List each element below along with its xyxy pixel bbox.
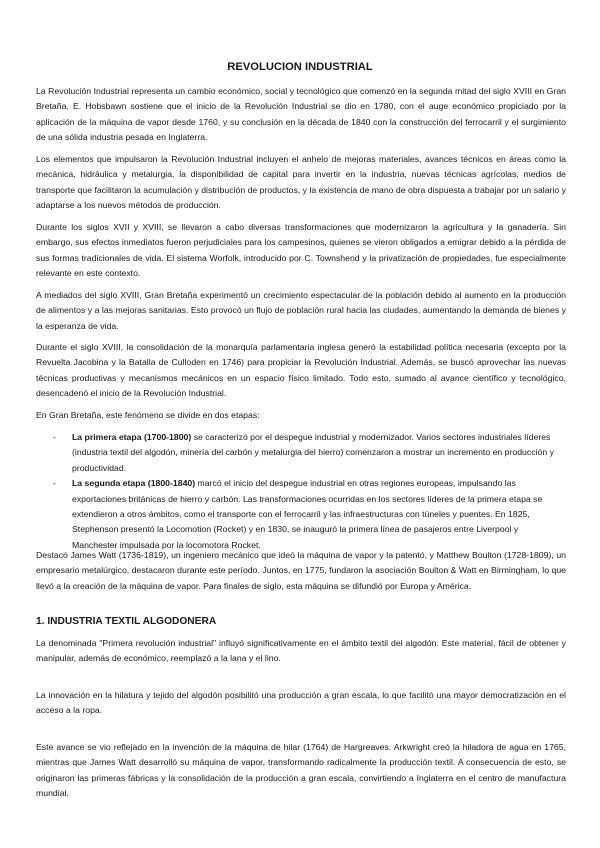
stages-list: [36, 430, 566, 553]
intro-paragraph-2: Los elementos que impulsaron la Revolución Industrial incluyen el anhelo de mejoras materiales, avances técnicos en áreas como la mecánica, hidráulica y metalurgia, la disponibilidad de capital para invertir en la industria, nuevas técnicas agrícolas, medios de transporte que facilitaron la acumulación y distribución de productos, y la existencia de mano de obra dispuesta a trabajar por un salario y adaptarse a los nuevos métodos de producción.: [36, 154, 566, 211]
intro-paragraph-1: La Revolución Industrial representa un cambio económico, social y tecnológico que comenzó en la segunda mitad del siglo XVIII en Gran Bretaña. E. Hobsbawn sostiene que el inicio de la Revolución Industrial se dio en 1780, con el auge económico propiciado por la aplicación de la máquina de vapor desde 1760, y su conclusión en la década de 1840 con la construcción del ferrocarril y el surgimiento de una sólida industria pesada en Inglaterra.: [36, 86, 566, 143]
section-paragraph-2: La innovación en la hilatura y tejido del algodón posibilitó una producción a gran escala, lo que facilitó una mayor democratización en el acceso a la ropa.: [36, 690, 566, 716]
intro-paragraph-5: Durante el siglo XVIII, la consolidación de la monarquía parlamentaria inglesa generó la estabilidad política necesaria (excepto por la Revuelta Jacobina y la Batalla de Culloden en 1746) para propiciar la Revolución Industrial. Además, se buscó aprovechar las nuevas técnicas productivas y mecanismos mecánicos en un espacio físico limitado. Todo esto, sumado al avance científico y tecnológico, desencadenó el inicio de la Revolución Industrial.: [36, 342, 566, 399]
section-paragraph-3: Este avance se vio reflejado en la invención de la máquina de hilar (1764) de Hargreaves. Arkwright creó la hiladora de agua en 1765, mientras que James Watt desarrolló su máquina de vapor, transformando radicalmente la producción textil. A consecuencia de esto, se originaron las primeras fábricas y la consolidación de la producción a gran escala, convirtiendo a Inglaterra en el centro de manufactura mundial.: [36, 742, 566, 799]
intro-paragraph-4: A mediados del siglo XVIII, Gran Bretaña experimentó un crecimiento espectacular de la población debido al aumento en la producción de alimentos y a las mejoras sanitarias. Esto provocó un flujo de población rural hacia las ciudades, aumentando la demanda de bienes y la esperanza de vida.: [36, 290, 566, 331]
section-paragraph-1: La denominada "Primera revolución industrial" influyó significativamente en el ámbito textil del algodón. Este material, fácil de obtener y manipular, además de económico, reemplazó a la lana y el lino.: [36, 638, 566, 664]
stage-label: La segunda etapa (1800-1840): [72, 478, 196, 489]
stage-label: La primera etapa (1700-1800): [72, 432, 192, 442]
intro-paragraph-3: Durante los siglos XVII y XVIII, se llevaron a cabo diversas transformaciones que modernizaron la agricultura y la ganadería. Sin embargo, sus efectos inmediatos fueron perjudiciales para los campesinos, quienes se vieron obligados a emigrar debido a la pérdida de sus formas tradicionales de vida. El sistema Worfolk, introducido por C. Townshend y la privatización de propiedades, fue especialmente relevante en este contexto.: [36, 222, 566, 279]
list-dash: -: [53, 432, 56, 442]
list-dash: -: [53, 478, 56, 489]
document-title: REVOLUCION INDUSTRIAL: [227, 61, 373, 73]
intro-paragraph-6: En Gran Bretaña, este fenómeno se divide en dos etapas:: [36, 410, 260, 420]
stage-item-2: [36, 476, 566, 553]
stage-text: se caracterizó por el despegue industrial y modernizador. Varios sectores industriales líderes (industria textil del algodón, minería del carbón y metalurgia del hierro) comenzaron a mostrar un incremento en producción y productividad.: [72, 432, 554, 473]
stage-item-1: [36, 430, 566, 476]
watt-paragraph: Destacó James Watt (1736-1819), un ingeniero mecánico que ideó la máquina de vapor y la patentó, y Matthew Boulton (1728-1809), un empresario metalúrgico, destacaron durante este período. Juntos, en 1775, fundaron la asociación Boulton & Watt en Birmingham, lo que llevó a la creación de la máquina de vapor. Para finales de siglo, esta máquina se difundió por Europa y América.: [36, 550, 566, 591]
stage-text: marcó el inicio del despegue industrial en otras regiones europeas, impulsando las exportaciones británicas de hierro y carbón. Las transformaciones ocurridas en los sectores líderes de la primera etapa se extendieron a otros ámbitos, como el transporte con el ferrocarril y las infraestructuras con túneles y puentes. En 1825, Stephenson presentó la Locomotion (Rocket) y en 1830, se inauguró la primera línea de pasajeros entre Liverpool y Manchester impulsada por la locomotora Rocket.: [72, 478, 543, 550]
section-heading: 1. INDUSTRIA TEXTIL ALGODONERA: [36, 616, 217, 627]
